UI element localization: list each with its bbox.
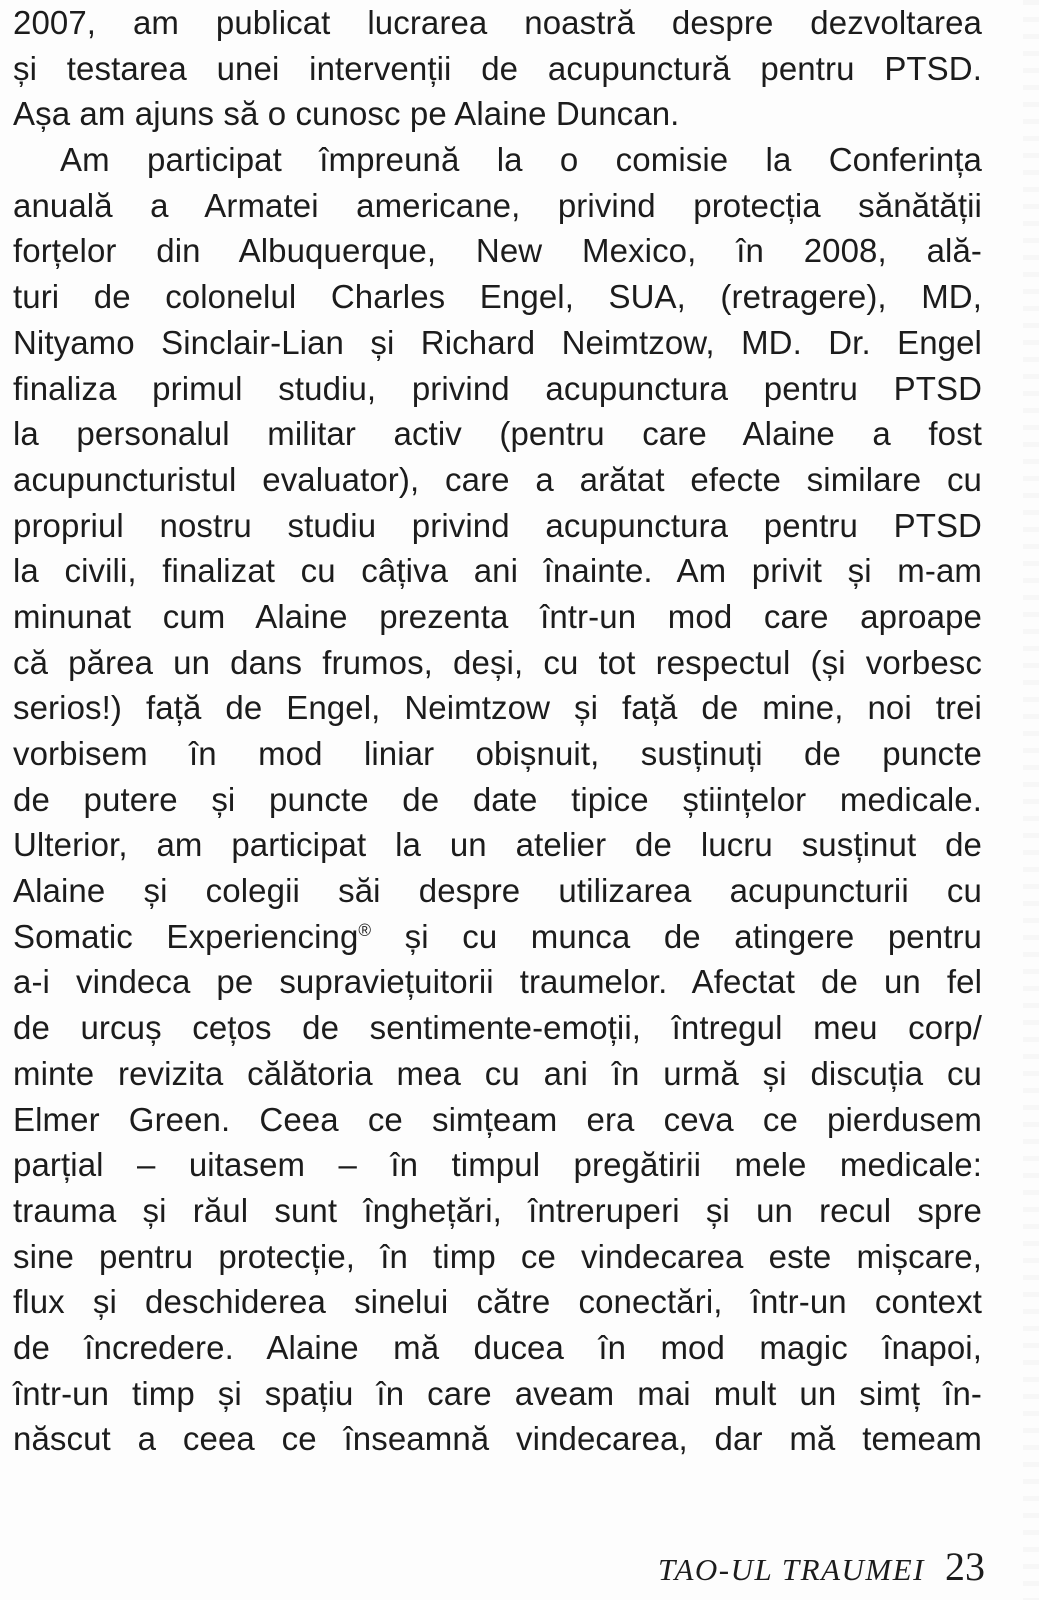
- text-line: minte revizita călătoria mea cu ani în urmă și discuția cu: [13, 1054, 982, 1092]
- text-line: că părea un dans frumos, deși, cu tot respectul (și vorbesc: [13, 643, 982, 681]
- text-line: minunat cum Alaine prezenta într-un mod care aproape: [13, 597, 982, 635]
- text-line: într-un timp și spațiu în care aveam mai mult un simț în-: [13, 1374, 982, 1412]
- text-line: Somatic Experiencing® și cu munca de atingere pentru: [13, 917, 983, 955]
- text-line: la personalul militar activ (pentru care Alaine a fost: [13, 415, 982, 453]
- text-line: și testarea unei intervenții de acupunctură pentru PTSD.: [13, 49, 982, 87]
- registered-trademark-symbol: ®: [358, 919, 372, 940]
- page-footer: [658, 1543, 985, 1590]
- text-line: sine pentru protecție, în timp ce vindecarea este mișcare,: [13, 1237, 982, 1275]
- text-line: trauma și răul sunt înghețări, întreruperi și un recul spre: [13, 1191, 982, 1229]
- text-line: 2007, am publicat lucrarea noastră despre dezvoltarea: [13, 4, 982, 41]
- text-line: parțial – uitasem – în timpul pregătirii mele medicale:: [13, 1146, 982, 1184]
- text-line: Elmer Green. Ceea ce simțeam era ceva ce pierdusem: [13, 1100, 982, 1138]
- page-number: 23: [945, 1544, 985, 1589]
- text-line: serios!) față de Engel, Neimtzow și față de mine, noi trei: [13, 689, 982, 727]
- text-line: Alaine și colegii săi despre utilizarea acupuncturii cu: [13, 872, 982, 910]
- text-line: Am participat împreună la o comisie la Conferința: [60, 141, 982, 179]
- text-line: turi de colonelul Charles Engel, SUA, (retragere), MD,: [13, 278, 982, 316]
- body-text: [13, 0, 982, 1462]
- text-line: născut a ceea ce înseamnă vindecarea, dar mă temeam: [13, 1420, 982, 1458]
- text-line: acupuncturistul evaluator), care a arătat efecte similare cu: [13, 460, 982, 498]
- text-line: de urcuș cețos de sentimente-emoții, întregul meu corp/: [13, 1009, 982, 1047]
- text-line: finaliza primul studiu, privind acupunctura pentru PTSD: [13, 369, 982, 407]
- text-line: propriul nostru studiu privind acupunctura pentru PTSD: [13, 506, 982, 544]
- text-line: flux și deschiderea sinelui către conectări, într-un context: [13, 1283, 982, 1321]
- text-line: a-i vindeca pe supraviețuitorii traumelor. Afectat de un fel: [13, 963, 982, 1001]
- text-line: vorbisem în mod liniar obișnuit, susținuți de puncte: [13, 735, 982, 772]
- text-line: Ulterior, am participat la un atelier de lucru susținut de: [13, 826, 982, 864]
- text-line: forțelor din Albuquerque, New Mexico, în 2008, ală-: [13, 232, 982, 270]
- text-line: de putere și puncte de date tipice științelor medicale.: [13, 780, 982, 818]
- text-line: de încredere. Alaine mă ducea în mod magic înapoi,: [13, 1328, 982, 1366]
- text-line: Așa am ajuns să o cunosc pe Alaine Duncan.: [13, 95, 680, 133]
- scan-edge-artifact: [1023, 0, 1039, 1600]
- text-line: la civili, finalizat cu câțiva ani înainte. Am privit și m-am: [13, 552, 982, 590]
- text-line: anuală a Armatei americane, privind protecția sănătății: [13, 186, 982, 224]
- text-line: Nityamo Sinclair-Lian și Richard Neimtzow, MD. Dr. Engel: [13, 323, 982, 361]
- running-title: TAO-UL TRAUMEI: [658, 1552, 925, 1587]
